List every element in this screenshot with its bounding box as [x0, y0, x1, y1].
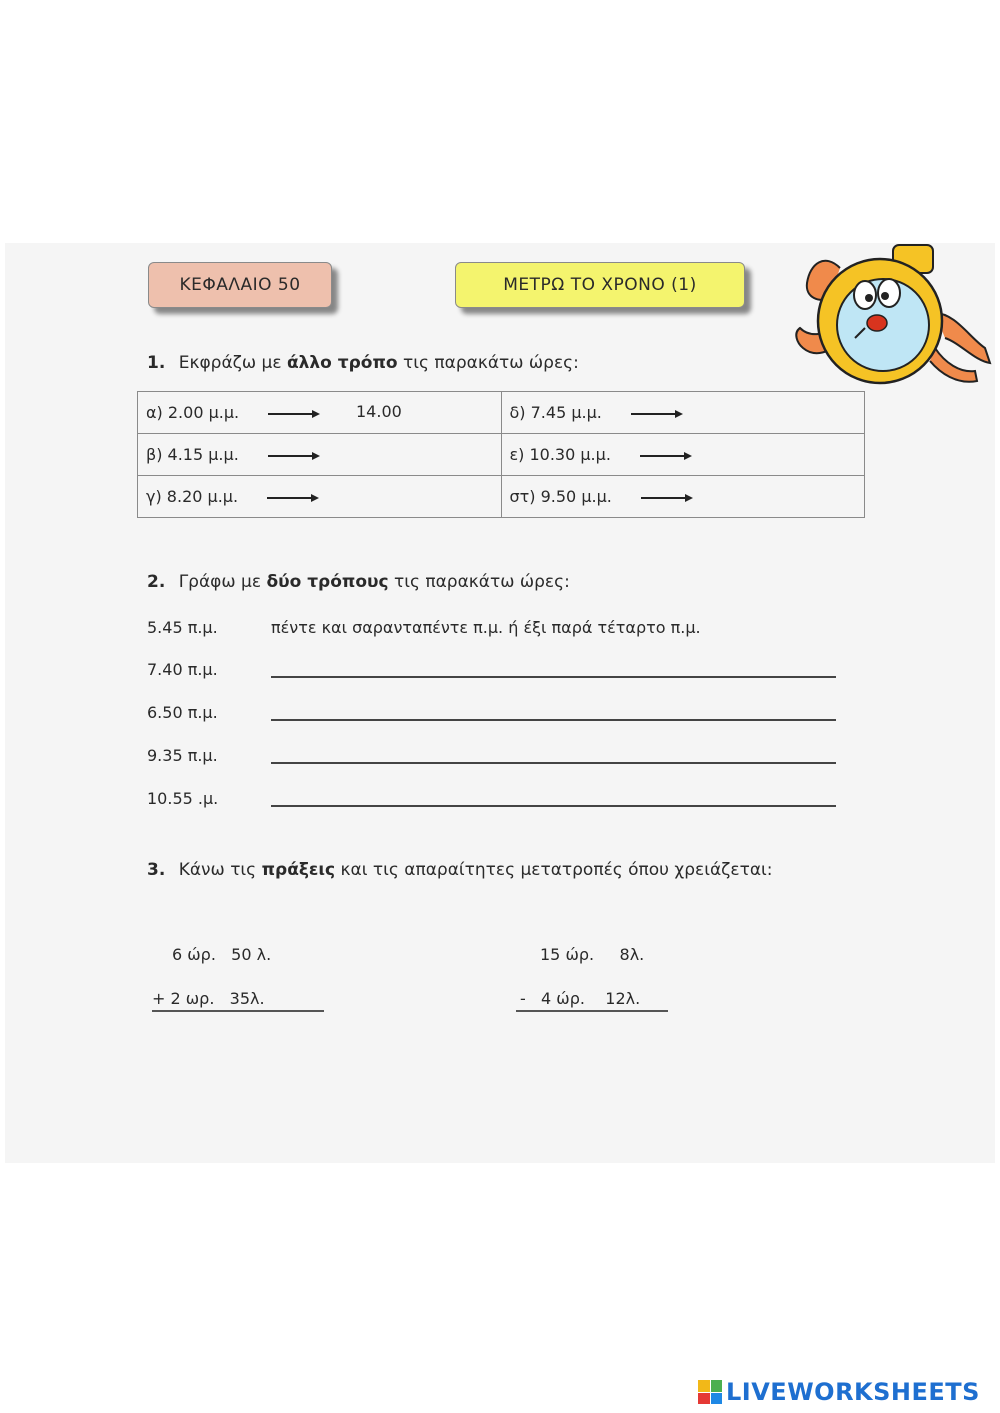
arrow-right-icon — [641, 493, 693, 503]
exercise-3-number: 3. — [147, 860, 166, 880]
answer-line[interactable] — [271, 676, 836, 678]
exercise-1-heading — [147, 353, 579, 373]
time-item: 9.35 π.μ. — [147, 746, 218, 765]
subtraction-line-1: 15 ώρ. 8λ. — [540, 945, 645, 964]
time-label: ε) 10.30 μ.μ. — [509, 445, 611, 464]
time-label: γ) 8.20 μ.μ. — [146, 487, 239, 506]
time-item: 6.50 π.μ. — [147, 703, 218, 722]
table-cell[interactable] — [138, 434, 502, 476]
liveworksheets-logo — [698, 1378, 980, 1406]
answer-line[interactable] — [271, 719, 836, 721]
time-label: δ) 7.45 μ.μ. — [509, 403, 602, 422]
table-cell[interactable] — [138, 392, 502, 434]
exercise-3-text-after: και τις απαραίτητες μετατροπές όπου χρειάζεται: — [340, 860, 773, 880]
chapter-label: ΚΕΦΑΛΑΙΟ 50 — [148, 262, 332, 308]
table-row — [138, 392, 865, 434]
table-cell[interactable] — [138, 476, 502, 518]
subtraction-line-2: - 4 ώρ. 12λ. — [520, 989, 641, 1008]
worksheet-title: ΜΕΤΡΩ ΤΟ ΧΡΟΝΟ (1) — [455, 262, 745, 308]
time-conversion-table — [137, 391, 865, 518]
time-label: β) 4.15 μ.μ. — [146, 445, 239, 464]
table-cell[interactable] — [501, 434, 865, 476]
exercise-2-text-before: Γράφω με — [178, 572, 262, 592]
table-row — [138, 476, 865, 518]
arrow-right-icon — [640, 451, 692, 461]
answer-line[interactable] — [271, 762, 836, 764]
brand-text: LIVEWORKSHEETS — [726, 1378, 980, 1406]
table-cell[interactable] — [501, 476, 865, 518]
answer-line[interactable] — [271, 805, 836, 807]
running-clock-illustration — [785, 243, 997, 393]
time-item: 10.55 .μ. — [147, 789, 219, 808]
addition-line-1: 6 ώρ. 50 λ. — [172, 945, 272, 964]
time-label: στ) 9.50 μ.μ. — [509, 487, 612, 506]
table-row — [138, 434, 865, 476]
arrow-right-icon — [267, 493, 319, 503]
arrow-right-icon — [268, 409, 320, 419]
table-cell[interactable] — [501, 392, 865, 434]
subtraction-result-line[interactable] — [516, 1010, 668, 1012]
exercise-1-number: 1. — [147, 353, 166, 373]
exercise-1-text-bold: άλλο τρόπο — [286, 353, 398, 373]
exercise-2-text-after: τις παρακάτω ώρες: — [393, 572, 570, 592]
exercise-2-heading — [147, 572, 570, 592]
exercise-3-text-bold: πράξεις — [261, 860, 336, 880]
exercise-2-text-bold: δύο τρόπους — [266, 572, 389, 592]
addition-result-line[interactable] — [152, 1010, 324, 1012]
time-label: α) 2.00 μ.μ. — [146, 403, 240, 422]
exercise-1-text-after: τις παρακάτω ώρες: — [403, 353, 579, 373]
example-answer: πέντε και σαρανταπέντε π.μ. ή έξι παρά τέταρτο π.μ. — [271, 618, 701, 637]
arrow-right-icon — [268, 451, 320, 461]
exercise-2-number: 2. — [147, 572, 166, 592]
arrow-right-icon — [631, 409, 683, 419]
addition-line-2: + 2 ωρ. 35λ. — [152, 989, 265, 1008]
exercise-1-text-before: Εκφράζω με — [178, 353, 282, 373]
time-item: 7.40 π.μ. — [147, 660, 218, 679]
exercise-3-text-before: Κάνω τις — [178, 860, 257, 880]
exercise-3-heading — [147, 860, 773, 880]
answer-text: 14.00 — [356, 402, 402, 421]
liveworksheets-mark-icon — [698, 1380, 722, 1404]
example-time: 5.45 π.μ. — [147, 618, 218, 637]
